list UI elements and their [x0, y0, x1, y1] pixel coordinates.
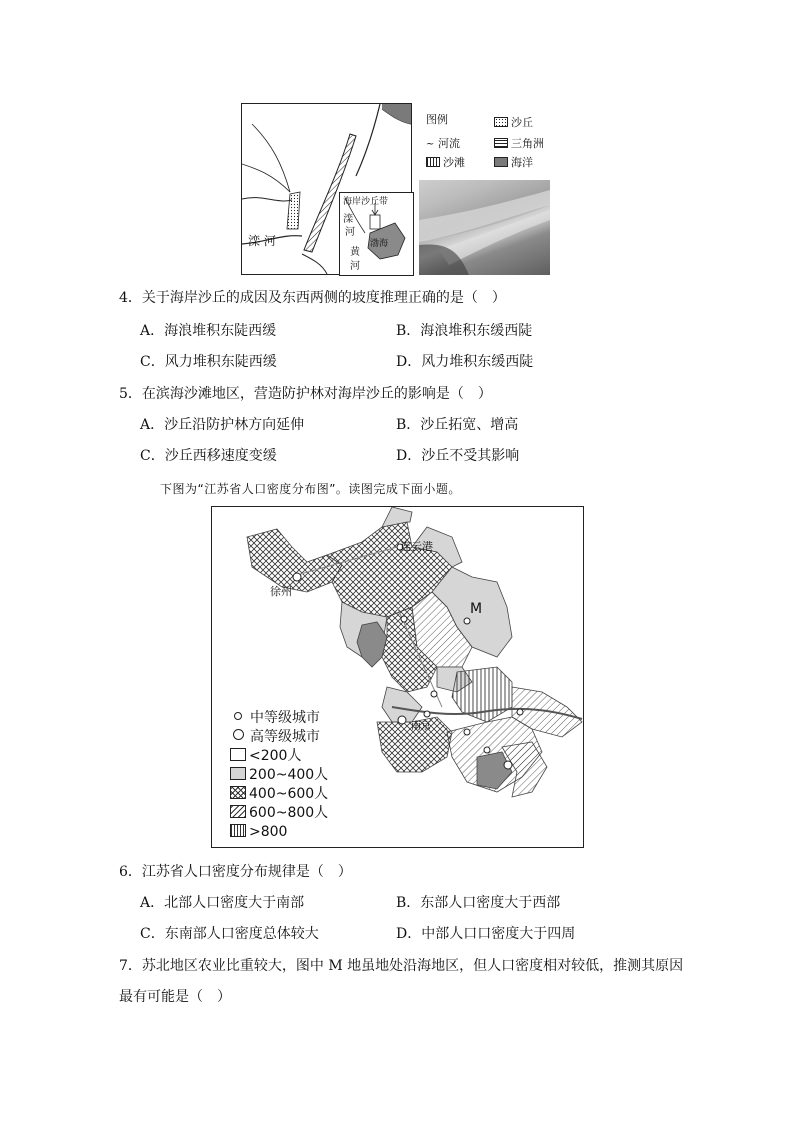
inset-title: 海岸沙丘带: [343, 197, 389, 207]
large-circle-icon: [233, 729, 244, 740]
city-label-xuzhou: 徐州: [270, 585, 292, 598]
gray-swatch-icon: [230, 767, 246, 780]
legend-high-city: 高等级城市: [230, 726, 380, 745]
legend-density-400-600: 400~600人: [230, 783, 380, 802]
legend-beach: 沙滩: [426, 151, 465, 170]
legend-density-under-200: <200人: [230, 745, 380, 764]
luan-river-label: 滦 河: [248, 234, 276, 248]
legend-density-over-800: >800: [230, 821, 380, 840]
legend-sea: 海洋: [494, 151, 533, 170]
question-6-option-c[interactable]: C．东南部人口密度总体较大: [140, 926, 319, 942]
question-7-stem-line1: 7．苏北地区农业比重较大，图中 M 地虽地处沿海地区，但人口密度相对较低，推测其原因: [119, 958, 684, 974]
crosshatch-swatch-icon: [230, 786, 246, 799]
question-5-option-b[interactable]: B．沙丘拓宽、增高: [396, 417, 519, 433]
coastal-dune-photo: [419, 180, 550, 275]
question-4-option-d[interactable]: D．风力堆积东缓西陡: [396, 354, 534, 370]
legend-dune: 沙丘: [494, 111, 533, 130]
inset-luan-label: 滦: [343, 214, 353, 225]
question-4-option-b[interactable]: B．海浪堆积东缓西陡: [396, 323, 533, 339]
river-icon: ~: [426, 139, 435, 150]
figure2-legend: [230, 707, 380, 840]
question-6-stem: 6．江苏省人口密度分布规律是（ ）: [119, 864, 352, 880]
beach-swatch-icon: [426, 157, 440, 167]
question-5-option-a[interactable]: A．沙丘沿防护林方向延伸: [140, 417, 305, 433]
jiangsu-population-map: [211, 506, 584, 848]
legend-delta: 三角洲: [494, 132, 544, 151]
coastal-dune-map: [241, 103, 412, 275]
question-4-stem: 4．关于海岸沙丘的成因及东西两侧的坡度推理正确的是（ ）: [119, 290, 506, 306]
inset-huang-label: 黄: [350, 247, 360, 258]
blank-swatch-icon: [230, 748, 246, 761]
question-7-stem-line2: 最有可能是（ ）: [119, 989, 231, 1005]
diagonal-swatch-icon: [230, 805, 246, 818]
delta-swatch-icon: [494, 138, 508, 148]
inset-he2-label: 河: [350, 261, 360, 272]
question-4-option-c[interactable]: C．风力堆积东陡西缓: [140, 354, 277, 370]
inset-bohai-label: 渤海: [370, 239, 389, 249]
figure2-intro: 下图为“江苏省人口密度分布图”。读图完成下面小题。: [160, 482, 461, 496]
legend-river: ~ 河流: [426, 137, 460, 150]
legend-title: 图例: [426, 113, 448, 126]
legend-density-200-400: 200~400人: [230, 764, 380, 783]
question-5-stem: 5．在滨海沙滩地区，营造防护林对海岸沙丘的影响是（ ）: [119, 386, 492, 402]
m-location-label: M: [470, 601, 483, 617]
inset-he-label: 河: [345, 227, 355, 238]
question-5-option-c[interactable]: C．沙丘西移速度变缓: [140, 448, 277, 464]
sea-swatch-icon: [494, 157, 508, 167]
inset-map: [339, 192, 414, 276]
figure1-legend: [418, 103, 558, 175]
small-circle-icon: [234, 712, 242, 720]
dune-swatch-icon: [494, 117, 508, 127]
question-6-option-b[interactable]: B．东部人口密度大于西部: [396, 895, 561, 911]
coastal-dune-photo-graphic: [419, 180, 550, 275]
question-6-option-d[interactable]: D．中部人口口密度大于四周: [396, 926, 576, 942]
question-6-option-a[interactable]: A．北部人口密度大于南部: [140, 895, 305, 911]
question-4-option-a[interactable]: A．海浪堆积东陡西缓: [140, 323, 277, 339]
city-label-lianyungang: 连云港: [400, 540, 433, 553]
city-label-nanjing: 南京: [411, 721, 431, 732]
question-5-option-d[interactable]: D．沙丘不受其影响: [396, 448, 520, 464]
vertical-stripe-swatch-icon: [230, 824, 246, 837]
legend-medium-city: 中等级城市: [230, 707, 380, 726]
legend-density-600-800: 600~800人: [230, 802, 380, 821]
